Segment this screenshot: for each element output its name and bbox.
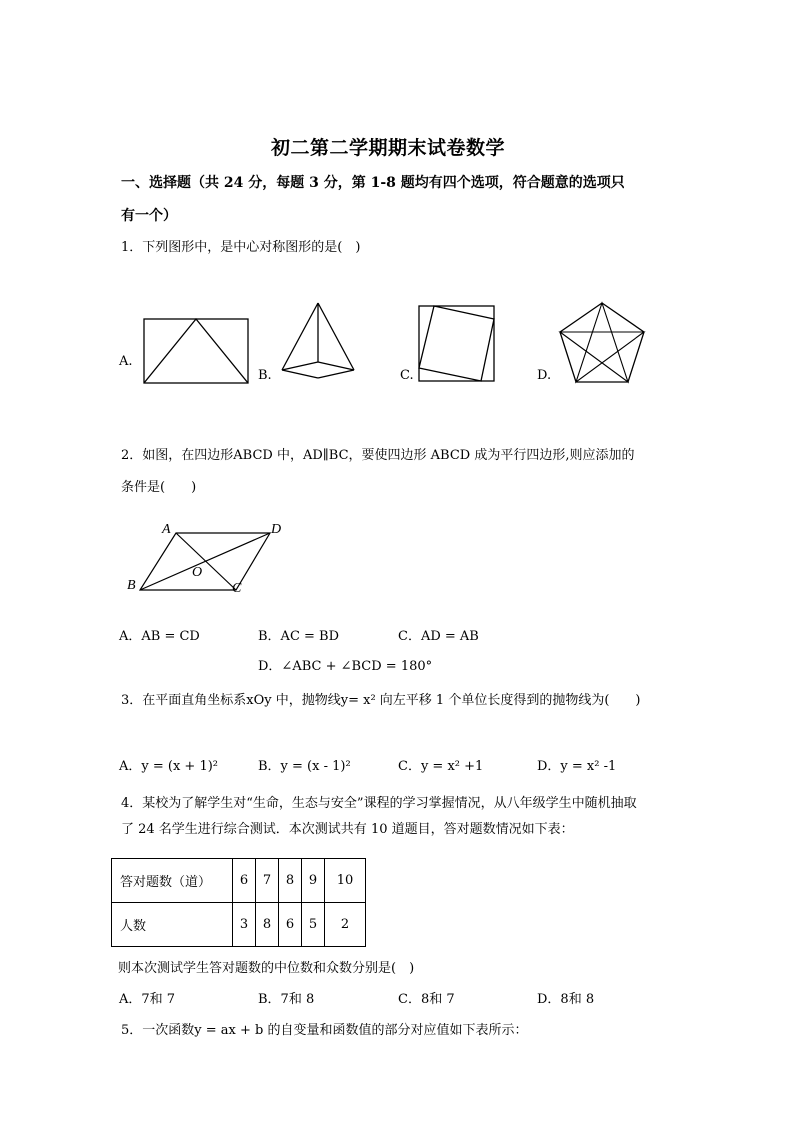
- q2-label-b: B: [127, 578, 136, 593]
- q1-option-b-label: B.: [258, 368, 272, 383]
- q1-figure-b: [278, 300, 358, 380]
- q2-option-d: D．∠ABC + ∠BCD = 180°: [258, 659, 433, 674]
- table-header-cell: 答对题数（道）: [112, 859, 233, 903]
- q1-option-d-label: D.: [537, 368, 552, 383]
- q4-option-b: B．7和 8: [258, 992, 315, 1007]
- q4-option-d: D．8和 8: [537, 992, 595, 1007]
- table-cell: 6: [233, 859, 256, 903]
- q2-label-d: D: [271, 522, 282, 537]
- q3-stem: 3．在平面直角坐标系xOy 中，抛物线y= x² 向左平移 1 个单位长度得到的抛物线为( ): [121, 693, 641, 708]
- table-row: [112, 903, 366, 947]
- q4-data-table: [111, 858, 366, 947]
- q5-stem: 5．一次函数y = ax + b 的自变量和函数值的部分对应值如下表所示：: [121, 1023, 528, 1038]
- q3-option-c: C．y = x² +1: [398, 759, 484, 774]
- table-cell: 6: [279, 903, 302, 947]
- q4-stem-line1: 4．某校为了解学生对“生命，生态与安全”课程的学习掌握情况，从八年级学生中随机抽取: [121, 796, 637, 811]
- table-row: [112, 859, 366, 903]
- section-heading-line2: 有一个）: [121, 208, 177, 224]
- q2-label-a: A: [162, 522, 171, 537]
- q3-option-a: A．y = (x + 1)²: [119, 759, 219, 774]
- q2-stem-line1: 2．如图，在四边形ABCD 中，AD∥BC，要使四边形 ABCD 成为平行四边形,则应添加的: [121, 448, 635, 463]
- section-heading-line1: 一、选择题（共 24 分，每题 3 分，第 1-8 题均有四个选项，符合题意的选项只: [121, 175, 625, 191]
- table-cell: 9: [302, 859, 325, 903]
- q3-option-d: D．y = x² -1: [537, 759, 617, 774]
- q4-option-c: C．8和 7: [398, 992, 455, 1007]
- q2-option-b: B．AC = BD: [258, 629, 340, 644]
- q4-option-a: A．7和 7: [119, 992, 176, 1007]
- table-cell: 7: [256, 859, 279, 903]
- q1-figure-a: [140, 315, 252, 387]
- table-cell: 8: [256, 903, 279, 947]
- q1-figure-c: [417, 304, 497, 384]
- table-cell: 5: [302, 903, 325, 947]
- q4-question: 则本次测试学生答对题数的中位数和众数分别是( ): [118, 961, 415, 976]
- q1-stem: 1．下列图形中，是中心对称图形的是( ): [121, 240, 361, 255]
- q2-label-o: O: [192, 565, 203, 580]
- q2-stem-line2: 条件是( ): [121, 480, 197, 495]
- table-cell: 8: [279, 859, 302, 903]
- table-cell: 10: [325, 859, 366, 903]
- q2-option-a: A．AB = CD: [119, 629, 200, 644]
- table-cell: 2: [325, 903, 366, 947]
- q1-option-a-label: A.: [119, 354, 133, 369]
- q1-option-c-label: C.: [400, 368, 414, 383]
- page-title: 初二第二学期期末试卷数学: [271, 137, 506, 159]
- table-header-cell: 人数: [112, 903, 233, 947]
- q1-figure-d: [557, 300, 647, 386]
- table-cell: 3: [233, 903, 256, 947]
- q2-option-c: C．AD = AB: [398, 629, 479, 644]
- q4-stem-line2: 了 24 名学生进行综合测试．本次测试共有 10 道题目，答对题数情况如下表：: [121, 822, 574, 837]
- q2-label-c: C: [232, 581, 242, 596]
- q3-option-b: B．y = (x - 1)²: [258, 759, 351, 774]
